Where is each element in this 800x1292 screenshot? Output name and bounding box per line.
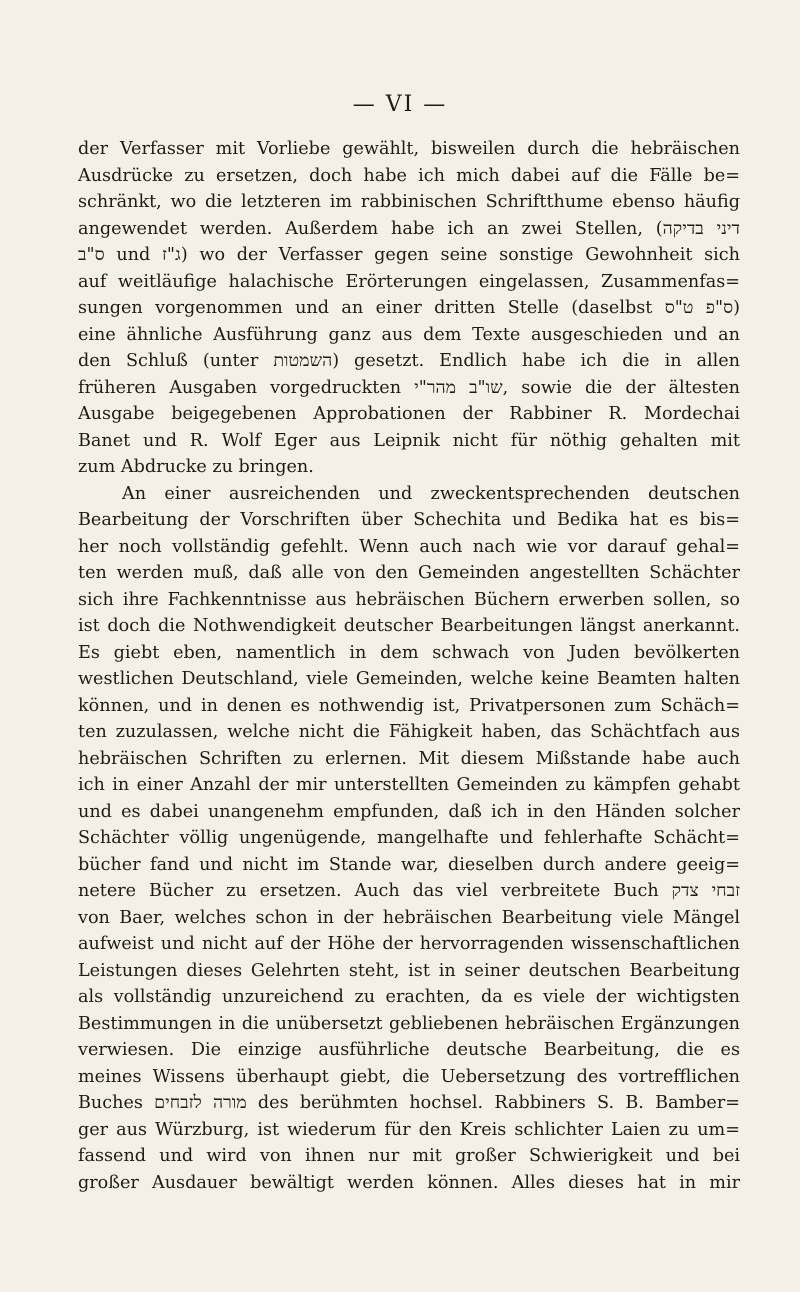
text-line: Schächter völlig ungenügende, mangelhafte und fehlerhafte Schächt= bbox=[78, 828, 740, 848]
text-line: schränkt, wo die letzteren im rabbinischen Schriftthume ebenso häufig bbox=[78, 192, 740, 212]
text-line: hebräischen Schriften zu erlernen. Mit diesem Mißstande habe auch bbox=[78, 748, 740, 769]
text-line: angewendet werden. Außerdem habe ich an zwei Stellen, (דיני בדיקה bbox=[78, 218, 740, 239]
text-line: zum Abdrucke zu bringen. bbox=[78, 457, 314, 477]
text-line: Ausdrücke zu ersetzen, doch habe ich mich dabei auf die Fälle be= bbox=[78, 165, 740, 186]
text-line: eine ähnliche Ausführung ganz aus dem Texte ausgeschieden und an bbox=[78, 324, 740, 345]
text-line: auf weitläufige halachische Erörterungen eingelassen, Zusammenfas= bbox=[78, 271, 740, 292]
text-line: westlichen Deutschland, viele Gemeinden, welche keine Beamten halten bbox=[78, 669, 740, 689]
text-line: Es giebt eben, namentlich in dem schwach von Juden bevölkerten bbox=[78, 642, 740, 663]
text-line: verwiesen. Die einzige ausführliche deutsche Bearbeitung, die es bbox=[78, 1040, 740, 1060]
text-line: der Verfasser mit Vorliebe gewählt, bisweilen durch die hebräischen bbox=[78, 139, 740, 159]
text-line: bücher fand und nicht im Stande war, dieselben durch andere geeig= bbox=[78, 854, 740, 875]
text-line: fassend und wird von ihnen nur mit großer Schwierigkeit und bei bbox=[78, 1146, 740, 1166]
text-line: ס"ב und ג"ז) wo der Verfasser gegen seine sonstige Gewohnheit sich bbox=[78, 245, 740, 265]
body-text bbox=[78, 136, 740, 1196]
text-line: her noch vollständig gefehlt. Wenn auch nach wie vor darauf gehal= bbox=[78, 536, 740, 557]
text-line: Ausgabe beigegebenen Approbationen der Rabbiner R. Mordechai bbox=[78, 404, 740, 424]
text-line: ten werden muß, daß alle von den Gemeinden angestellten Schächter bbox=[78, 563, 740, 583]
text-line: Buches מורה לזבחים des berühmten hochsel. Rabbiners S. B. Bamber= bbox=[78, 1093, 740, 1113]
text-line: ich in einer Anzahl der mir unterstellten Gemeinden zu kämpfen gehabt bbox=[78, 775, 740, 795]
text-line: meines Wissens überhaupt giebt, die Uebersetzung des vortrefflichen bbox=[78, 1066, 740, 1087]
text-line: und es dabei unangenehm empfunden, daß ich in den Händen solcher bbox=[78, 801, 740, 822]
text-line: Bearbeitung der Vorschriften über Schechita und Bedika hat es bis= bbox=[78, 510, 740, 530]
text-line: ten zuzulassen, welche nicht die Fähigkeit haben, das Schächtfach aus bbox=[78, 722, 740, 742]
text-line: An einer ausreichenden und zweckentsprechenden deutschen bbox=[122, 483, 740, 504]
text-line: aufweist und nicht auf der Höhe der hervorragenden wissenschaftlichen bbox=[78, 934, 740, 954]
text-line: Bestimmungen in die unübersetzt gebliebenen hebräischen Ergänzungen bbox=[78, 1013, 740, 1034]
text-line: ger aus Würzburg, ist wiederum für den Kreis schlichter Laien zu um= bbox=[78, 1119, 740, 1140]
text-line: netere Bücher zu ersetzen. Auch das viel verbreitete Buch זבחי צדק bbox=[78, 881, 740, 901]
text-line: den Schluß (unter השמטות) gesetzt. Endlich habe ich die in allen bbox=[78, 351, 740, 371]
text-line: sungen vorgenommen und an einer dritten Stelle (daselbst ס"פ ט"ס) bbox=[78, 298, 740, 318]
page-number: — VI — bbox=[352, 92, 448, 117]
text-line: von Baer, welches schon in der hebräischen Bearbeitung viele Mängel bbox=[78, 907, 740, 928]
text-line: Banet und R. Wolf Eger aus Leipnik nicht für nöthig gehalten mit bbox=[78, 430, 740, 451]
text-line: Leistungen dieses Gelehrten steht, ist in seiner deutschen Bearbeitung bbox=[78, 960, 740, 981]
text-line: können, und in denen es nothwendig ist, Privatpersonen zum Schäch= bbox=[78, 695, 740, 716]
text-line: früheren Ausgaben vorgedruckten שו"ב מהר"י, sowie die der ältesten bbox=[78, 377, 740, 398]
text-line: sich ihre Fachkenntnisse aus hebräischen Büchern erwerben sollen, so bbox=[78, 589, 740, 610]
text-line: großer Ausdauer bewältigt werden können. Alles dieses hat in mir bbox=[78, 1172, 740, 1193]
text-line: als vollständig unzureichend zu erachten, da es viele der wichtigsten bbox=[78, 987, 740, 1007]
text-line: ist doch die Nothwendigkeit deutscher Bearbeitungen längst anerkannt. bbox=[78, 616, 740, 636]
